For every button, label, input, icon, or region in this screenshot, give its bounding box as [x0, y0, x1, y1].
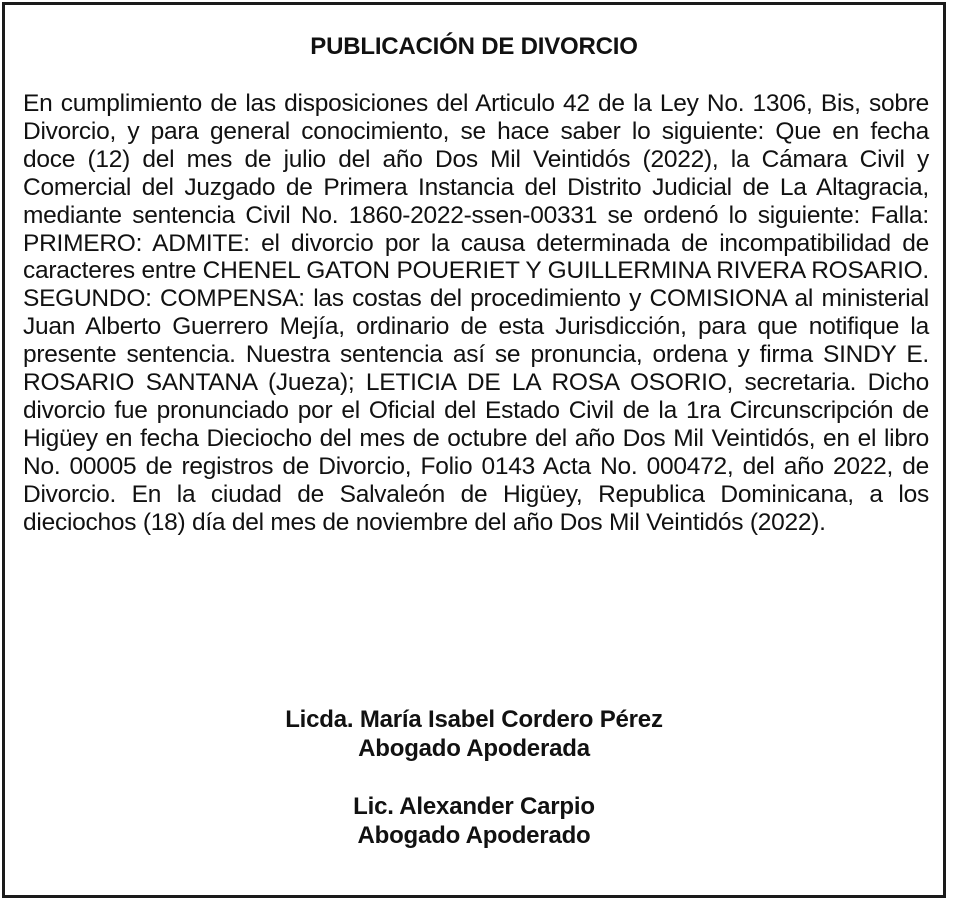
signatory-role: Abogado Apoderado: [357, 822, 591, 849]
notice-title: PUBLICACIÓN DE DIVORCIO: [310, 33, 638, 60]
notice-frame: [2, 2, 946, 898]
notice-body: En cumplimiento de las disposiciones del Articulo 42 de la Ley No. 1306, Bis, sobre Divorcio, y para general conocimiento, se hace saber lo siguiente: Que en fecha doce (12) del mes de julio del año Dos Mil Veintidós (2022), la Cámara Civil y Comercial del Juzgado de Primera Instancia del Distrito Judicial de La Altagracia, mediante sentencia Civil No. 1860-2022-ssen-00331 se ordenó lo siguiente: Falla: PRIMERO: ADMITE: el divorcio por la causa determinada de incompatibilidad de caracteres entre CHENEL GATON POUERIET Y GUILLERMINA RIVERA ROSARIO. SEGUNDO: COMPENSA: las costas del procedimiento y COMISIONA al ministerial Juan Alberto Guerrero Mejía, ordinario de esta Jurisdicción, para que notifique la presente sentencia. Nuestra sentencia así se pronuncia, ordena y firma SINDY E. ROSARIO SANTANA (Jueza); LETICIA DE LA ROSA OSORIO, secretaria. Dicho divorcio fue pronunciado por el Oficial del Estado Civil de la 1ra Circunscripción de Higüey en fecha Dieciocho del mes de octubre del año Dos Mil Veintidós, en el libro No. 00005 de registros de Divorcio, Folio 0143 Acta No. 000472, del año 2022, de Divorcio. En la ciudad de Salvaleón de Higüey, Republica Dominicana, a los dieciochos (18) día del mes de noviembre del año Dos Mil Veintidós (2022).: [23, 90, 929, 536]
signatory-2: [5, 792, 943, 850]
signatory-1: [5, 705, 943, 763]
signatory-role: Abogado Apoderada: [358, 735, 590, 762]
signatory-name: Licda. María Isabel Cordero Pérez: [285, 706, 663, 733]
signatures: [5, 705, 943, 879]
signatory-name: Lic. Alexander Carpio: [353, 793, 595, 820]
